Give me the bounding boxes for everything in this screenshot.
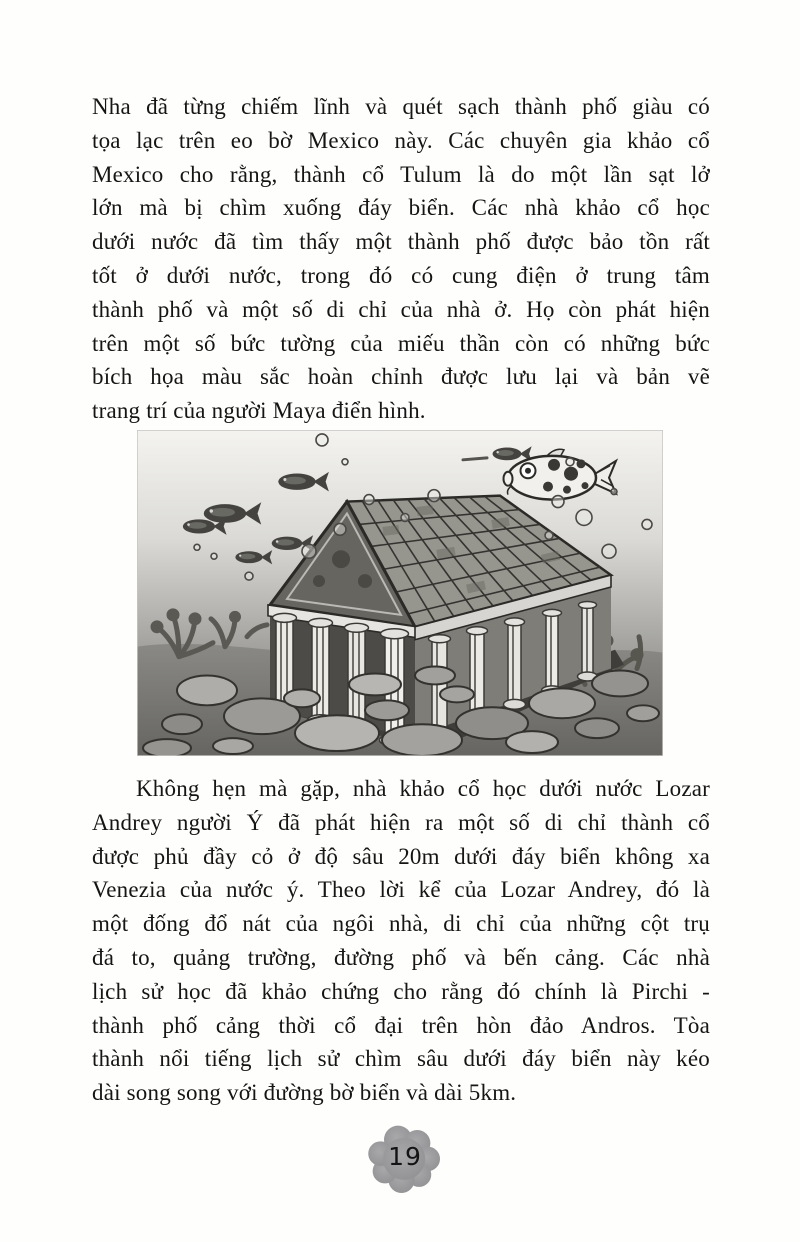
- text-line: tốt ở dưới nước, trong đó có cung điện ở trung tâm: [92, 262, 710, 288]
- text-line: đá to, quảng trường, đường phố và bến cảng. Các nhà: [92, 944, 710, 970]
- text-line: được phủ đầy cỏ ở độ sâu 20m dưới đáy biển không xa: [92, 843, 710, 869]
- text-line: Andrey người Ý đã phát hiện ra một số di chỉ thành cổ: [92, 809, 710, 835]
- text-line: Không hẹn mà gặp, nhà khảo cổ học dưới nước Lozar: [136, 776, 710, 801]
- text-line: tọa lạc trên eo bờ Mexico này. Các chuyên gia khảo cổ: [92, 127, 710, 153]
- underwater-temple-illustration: [137, 430, 663, 756]
- text-line: thành phố cảng thời cổ đại trên hòn đảo Andros. Tòa: [92, 1012, 710, 1038]
- text-line: Nha đã từng chiếm lĩnh và quét sạch thành phố giàu có: [92, 94, 710, 119]
- text-line: Mexico cho rằng, thành cổ Tulum là do một lần sạt lở: [92, 161, 710, 187]
- text-line: lớn mà bị chìm xuống đáy biển. Các nhà khảo cổ học: [92, 195, 710, 221]
- text-line: dưới nước đã tìm thấy một thành phố được bảo tồn rất: [92, 229, 710, 255]
- paragraph-1: [92, 90, 710, 428]
- page-number: 19: [388, 1142, 422, 1171]
- illustration-svg: [137, 430, 663, 756]
- text-line: lịch sử học đã khảo chứng cho rằng đó chính là Pirchi -: [92, 978, 710, 1004]
- text-line: Venezia của nước ý. Theo lời kể của Lozar Andrey, đó là: [92, 877, 710, 903]
- text-line: trang trí của người Maya điển hình.: [92, 398, 426, 424]
- page-number-badge: [363, 1122, 447, 1194]
- text-line: thành phố và một số di chỉ của nhà ở. Họ còn phát hiện: [92, 296, 710, 322]
- text-line: bích họa màu sắc hoàn chỉnh được lưu lại và bản vẽ: [92, 364, 710, 390]
- text-line: dài song song với đường bờ biển và dài 5km.: [92, 1080, 517, 1106]
- paragraph-2: [92, 772, 710, 1110]
- text-line: trên một số bức tường của miếu thần còn có những bức: [92, 330, 710, 356]
- text-line: thành nổi tiếng lịch sử chìm sâu dưới đáy biển này kéo: [92, 1046, 710, 1072]
- text-line: một đống đổ nát của ngôi nhà, di chỉ của những cột trụ: [92, 911, 710, 937]
